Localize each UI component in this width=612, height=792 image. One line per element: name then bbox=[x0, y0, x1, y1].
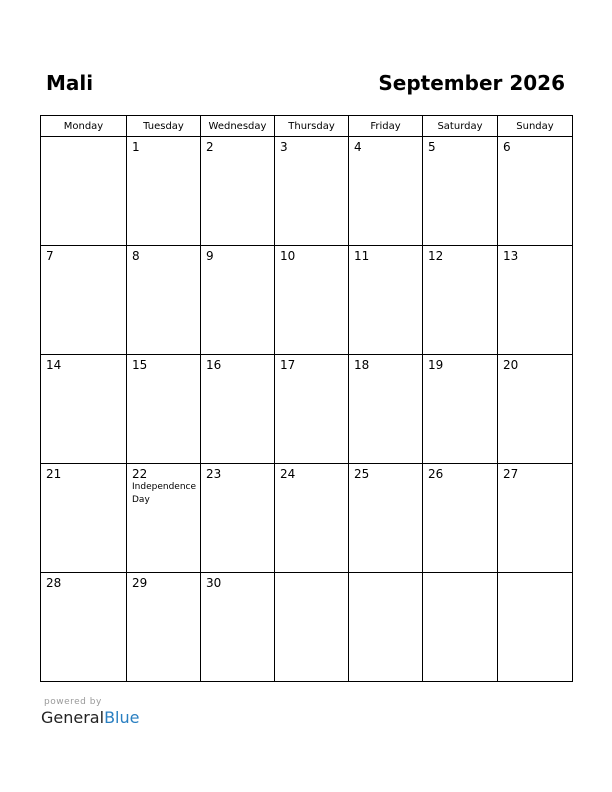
day-cell bbox=[498, 246, 573, 355]
day-cell bbox=[275, 355, 349, 464]
day-cell bbox=[498, 137, 573, 246]
day-number: 4 bbox=[354, 140, 362, 154]
calendar-grid bbox=[40, 115, 573, 682]
day-cell bbox=[41, 573, 127, 682]
day-number: 22 bbox=[132, 467, 148, 481]
day-cell bbox=[423, 464, 498, 573]
day-number: 3 bbox=[280, 140, 288, 154]
generalblue-logo[interactable] bbox=[41, 708, 139, 728]
day-cell bbox=[275, 137, 349, 246]
day-number: 8 bbox=[132, 249, 140, 263]
country-title: Mali bbox=[46, 71, 94, 95]
day-number: 19 bbox=[428, 358, 444, 372]
day-number: 13 bbox=[503, 249, 519, 263]
weekday-wednesday: Wednesday bbox=[201, 116, 275, 137]
week-row-4 bbox=[41, 464, 573, 573]
day-cell bbox=[275, 573, 349, 682]
day-number bbox=[498, 573, 572, 576]
day-cell bbox=[201, 573, 275, 682]
day-number: 5 bbox=[428, 140, 436, 154]
day-cell bbox=[423, 246, 498, 355]
month-year-title: September 2026 bbox=[378, 71, 565, 95]
day-cell bbox=[127, 573, 201, 682]
day-number: 28 bbox=[46, 576, 62, 590]
week-row-3 bbox=[41, 355, 573, 464]
day-cell bbox=[349, 573, 423, 682]
day-cell bbox=[498, 355, 573, 464]
day-number bbox=[423, 573, 497, 576]
weekday-header-row bbox=[41, 116, 573, 137]
week-row-2 bbox=[41, 246, 573, 355]
day-cell bbox=[41, 355, 127, 464]
day-cell bbox=[201, 137, 275, 246]
day-number: 25 bbox=[354, 467, 370, 481]
day-number: 26 bbox=[428, 467, 444, 481]
day-number: 17 bbox=[280, 358, 296, 372]
day-number: 21 bbox=[46, 467, 62, 481]
day-number: 16 bbox=[206, 358, 222, 372]
day-cell bbox=[423, 355, 498, 464]
day-cell bbox=[423, 137, 498, 246]
brand-general-text: General bbox=[41, 708, 105, 727]
day-cell bbox=[349, 464, 423, 573]
day-number: 1 bbox=[132, 140, 140, 154]
week-row-5 bbox=[41, 573, 573, 682]
day-number: 29 bbox=[132, 576, 148, 590]
day-number: 9 bbox=[206, 249, 214, 263]
day-number: 6 bbox=[503, 140, 511, 154]
weekday-monday: Monday bbox=[41, 116, 127, 137]
day-number: 11 bbox=[354, 249, 370, 263]
day-cell bbox=[127, 464, 201, 573]
day-cell bbox=[498, 464, 573, 573]
day-cell bbox=[349, 137, 423, 246]
day-number: 30 bbox=[206, 576, 222, 590]
day-cell bbox=[349, 355, 423, 464]
day-number: 10 bbox=[280, 249, 296, 263]
day-cell bbox=[127, 355, 201, 464]
day-number: 20 bbox=[503, 358, 519, 372]
day-number: 15 bbox=[132, 358, 148, 372]
powered-by-label: powered by bbox=[44, 697, 102, 707]
weekday-sunday: Sunday bbox=[498, 116, 573, 137]
day-cell bbox=[423, 573, 498, 682]
weekday-tuesday: Tuesday bbox=[127, 116, 201, 137]
day-number: 7 bbox=[46, 249, 54, 263]
day-number bbox=[349, 573, 422, 576]
day-cell bbox=[201, 355, 275, 464]
day-number bbox=[275, 573, 348, 576]
weekday-thursday: Thursday bbox=[275, 116, 349, 137]
day-cell bbox=[127, 137, 201, 246]
day-cell bbox=[498, 573, 573, 682]
weekday-saturday: Saturday bbox=[423, 116, 498, 137]
day-number: 14 bbox=[46, 358, 62, 372]
day-cell bbox=[201, 246, 275, 355]
day-cell bbox=[41, 464, 127, 573]
day-cell bbox=[41, 246, 127, 355]
brand-blue-text: Blue bbox=[104, 708, 140, 727]
day-number: 24 bbox=[280, 467, 296, 481]
weekday-friday: Friday bbox=[349, 116, 423, 137]
day-cell bbox=[275, 246, 349, 355]
day-number: 27 bbox=[503, 467, 519, 481]
day-number: 18 bbox=[354, 358, 370, 372]
day-cell bbox=[127, 246, 201, 355]
holiday-label: Independence Day bbox=[132, 482, 197, 505]
day-cell bbox=[201, 464, 275, 573]
day-cell bbox=[349, 246, 423, 355]
day-number: 23 bbox=[206, 467, 222, 481]
day-cell bbox=[275, 464, 349, 573]
day-number bbox=[41, 137, 126, 140]
day-number: 12 bbox=[428, 249, 444, 263]
day-number: 2 bbox=[206, 140, 214, 154]
week-row-1 bbox=[41, 137, 573, 246]
day-cell bbox=[41, 137, 127, 246]
